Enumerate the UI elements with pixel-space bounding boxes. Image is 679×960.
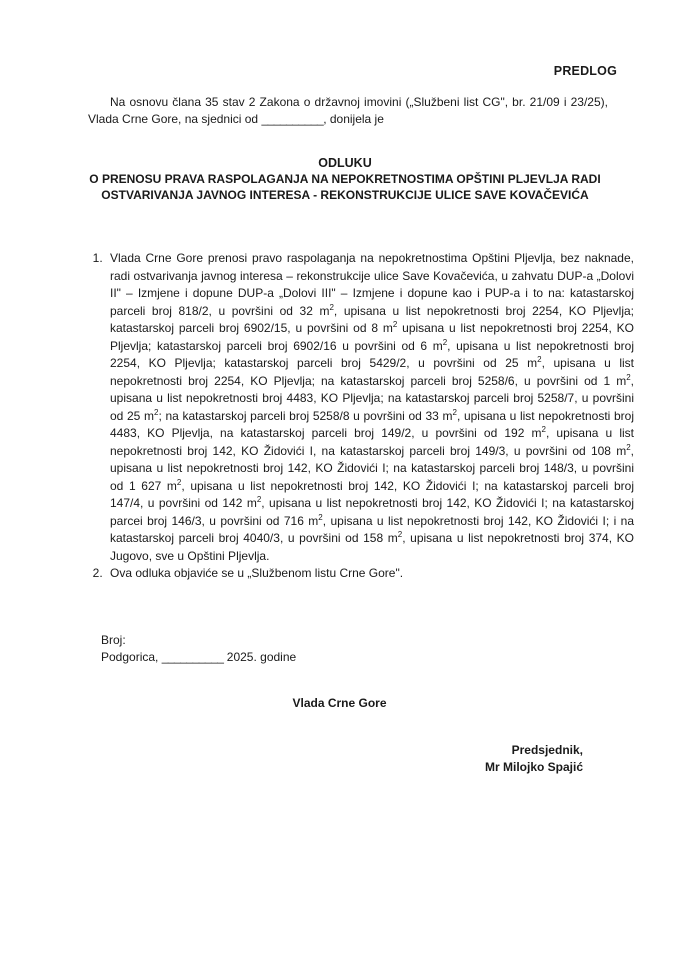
date-blank: __________ [161,650,224,664]
session-date-blank: __________ [261,112,324,126]
decision-items [80,250,634,583]
issuer: Vlada Crne Gore [292,696,387,710]
signatory-role: Predsjednik, [511,743,583,757]
broj-label: Broj: [101,633,126,647]
preamble-text-part1: Na osnovu člana 35 stav 2 Zakona o državnoj imovini („Službeni list CG", br. 21/09 i 23/25), Vlada Crne Gore, na sjednici od [88,95,608,126]
signature-block [485,742,583,776]
decision-heading: ODLUKU [318,156,372,170]
decision-subtitle: O PRENOSU PRAVA RASPOLAGANJA NA NEPOKRETNOSTIMA OPŠTINI PLJEVLJA RADI OSTVARIVANJA JAVNOG INTERESA - REKONSTRUKCIJE ULICE SAVE KOVAČEVIĆA [89,172,601,202]
preamble [88,94,608,128]
draft-label: PREDLOG [553,64,617,78]
reference-block [101,632,296,666]
preamble-text-part2: , donijela je [323,112,384,126]
decision-title [80,155,610,203]
decision-item-2: 2. Ova odluka objaviće se u „Službenom listu Crne Gore". [106,565,634,583]
decision-item-1: 1. Vlada Crne Gore prenosi pravo raspolaganja na nepokretnostima Opštini Pljevlja, bez naknade, radi ostvarivanja javnog interesa – rekonstrukcije ulice Save Kovačevića, u zahvatu DUP-a „Dolovi II" – Izmjene i dopune DUP-a „Dolovi III" – Izmjene i dopune kao i PUP-a i to na: katastarskoj parceli broj 818/2, u površini od 32 $m^2$, upisana u list nepokretnosti broj 2254, KO Pljevlja; katastarskoj parceli broj 6902/15, u površini od 8 $m^2$ upisana u list nepokretnosti broj 2254, KO Pljevlja; katastarskoj parceli broj 6902/16 u površini od 6 $m^2$, upisana u list nepokretnosti broj 2254, KO Pljevlja; katastarskoj parceli broj 5429/2, u površini od 25 $m^2$, upisana u list nepokretnosti broj 2254, KO Pljevlja; na katastarskoj parceli broj 5258/6, u površini od 1 $m^2$, upisana u list nepokretnosti broj 4483, KO Pljevlja; na katastarskoj parceli broj 5258/7, u površini od 25 $m^2$; na katastarskoj parceli broj 5258/8 u površini od 33 $m^2$, upisana u list nepokretnosti broj 4483, KO Pljevlja, na katastarskoj parceli broj 149/2, u površini od 192 $m^2$, upisana u list nepokretnosti broj 142, KO Židovići I, na katastarskoj parceli broj 149/3, u površini od 108 $m^2$, upisana u list nepokretnosti broj 142, KO Židovići I; na katastarskoj parceli broj 148/3, u površini od 1 627 $m^2$, upisana u list nepokretnosti broj 142, KO Židovići I; na katastarskoj parceli broj 147/4, u površini od 142 $m^2$, upisana u list nepokretnosti broj 142, KO Židovići I; na katastarskoj parcei broj 146/3, u površini od 716 $m^2$, upisana u list nepokretnosti broj 142, KO Židovići I; i na katastarskoj parceli broj 4040/3, u površini od 158 $m^2$, upisana u list nepokretnosti broj 374, KO Jugovo, sve u Opštini Pljevlja. [106,250,634,565]
place-date-line: Podgorica, __________ 2025. godine [101,650,297,664]
signatory-name: Mr Milojko Spajić [484,760,583,774]
